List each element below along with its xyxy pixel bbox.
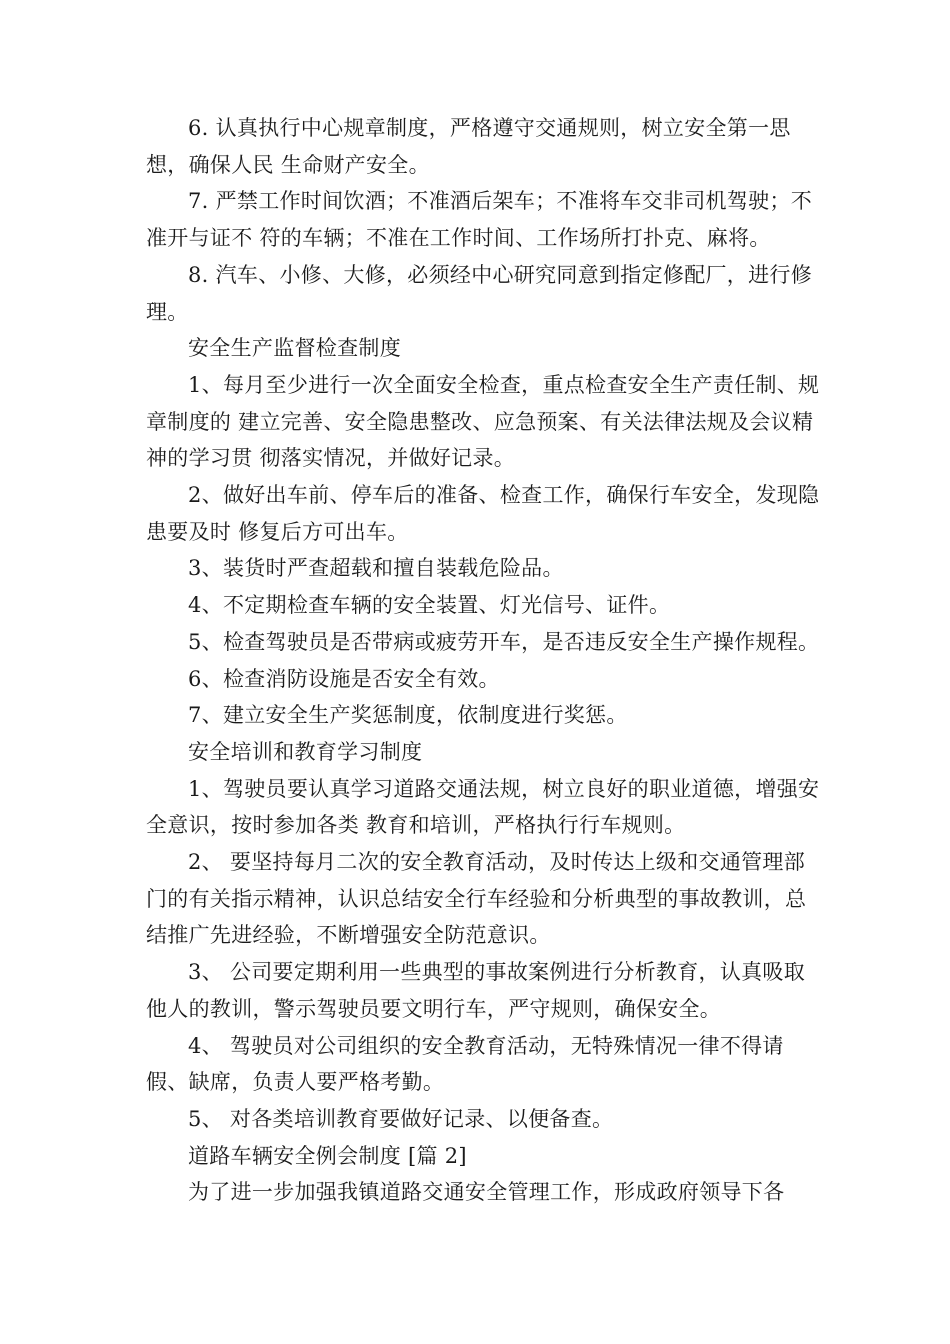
paragraph-intro: 为了进一步加强我镇道路交通安全管理工作，形成政府领导下各 <box>188 1180 785 1205</box>
paragraph-training-4: 4、 驾驶员对公司组织的安全教育活动，无特殊情况一律不得请假、缺席，负责人要严格考勤。 <box>146 1033 784 1095</box>
section-heading-training: 安全培训和教育学习制度 <box>188 739 423 764</box>
section-heading-safety-inspection: 安全生产监督检查制度 <box>188 336 401 361</box>
paragraph-inspection-5: 5、检查驾驶员是否带病或疲劳开车，是否违反安全生产操作规程。 <box>188 629 820 654</box>
paragraph-rule-6: 6. 认真执行中心规章制度，严格遵守交通规则，树立安全第一思想，确保人民 生命财产安全。 <box>146 116 791 177</box>
paragraph-training-1: 1、驾驶员要认真学习道路交通法规，树立良好的职业道德，增强安全意识，按时参加各类 教育和培训，严格执行行车规则。 <box>146 776 820 838</box>
paragraph-inspection-7: 7、建立安全生产奖惩制度，依制度进行奖惩。 <box>188 703 628 728</box>
section-heading-vehicle-meeting: 道路车辆安全例会制度 [篇 2] <box>188 1143 467 1168</box>
paragraph-rule-8: 8. 汽车、小修、大修，必须经中心研究同意到指定修配厂，进行修理。 <box>146 262 813 324</box>
paragraph-inspection-4: 4、不定期检查车辆的安全装置、灯光信号、证件。 <box>188 593 671 618</box>
paragraph-training-2: 2、 要坚持每月二次的安全教育活动，及时传达上级和交通管理部门的有关指示精神，认识总结安全行车经验和分析典型的事故教训，总结推广先进经验，不断增强安全防范意识。 <box>146 850 807 948</box>
paragraph-inspection-2: 2、做好出车前、停车后的准备、检查工作，确保行车安全，发现隐患要及时 修复后方可出车。 <box>146 483 820 544</box>
paragraph-training-5: 5、 对各类培训教育要做好记录、以便备查。 <box>188 1106 614 1131</box>
paragraph-inspection-1: 1、每月至少进行一次全面安全检查，重点检查安全生产责任制、规章制度的 建立完善、安全隐患整改、应急预案、有关法律法规及会议精神的学习贯 彻落实情况，并做好记录。 <box>146 372 820 471</box>
paragraph-training-3: 3、 公司要定期利用一些典型的事故案例进行分析教育，认真吸取他人的教训，警示驾驶员要文明行车，严守规则，确保安全。 <box>146 960 806 1021</box>
paragraph-inspection-3: 3、装货时严查超载和擅自装载危险品。 <box>188 556 564 581</box>
paragraph-rule-7: 7. 严禁工作时间饮酒；不准酒后架车；不准将车交非司机驾驶；不准开与证不 符的车辆；不准在工作时间、工作场所打扑克、麻将。 <box>146 189 813 251</box>
document-body <box>146 110 826 1211</box>
paragraph-inspection-6: 6、检查消防设施是否安全有效。 <box>188 666 500 691</box>
